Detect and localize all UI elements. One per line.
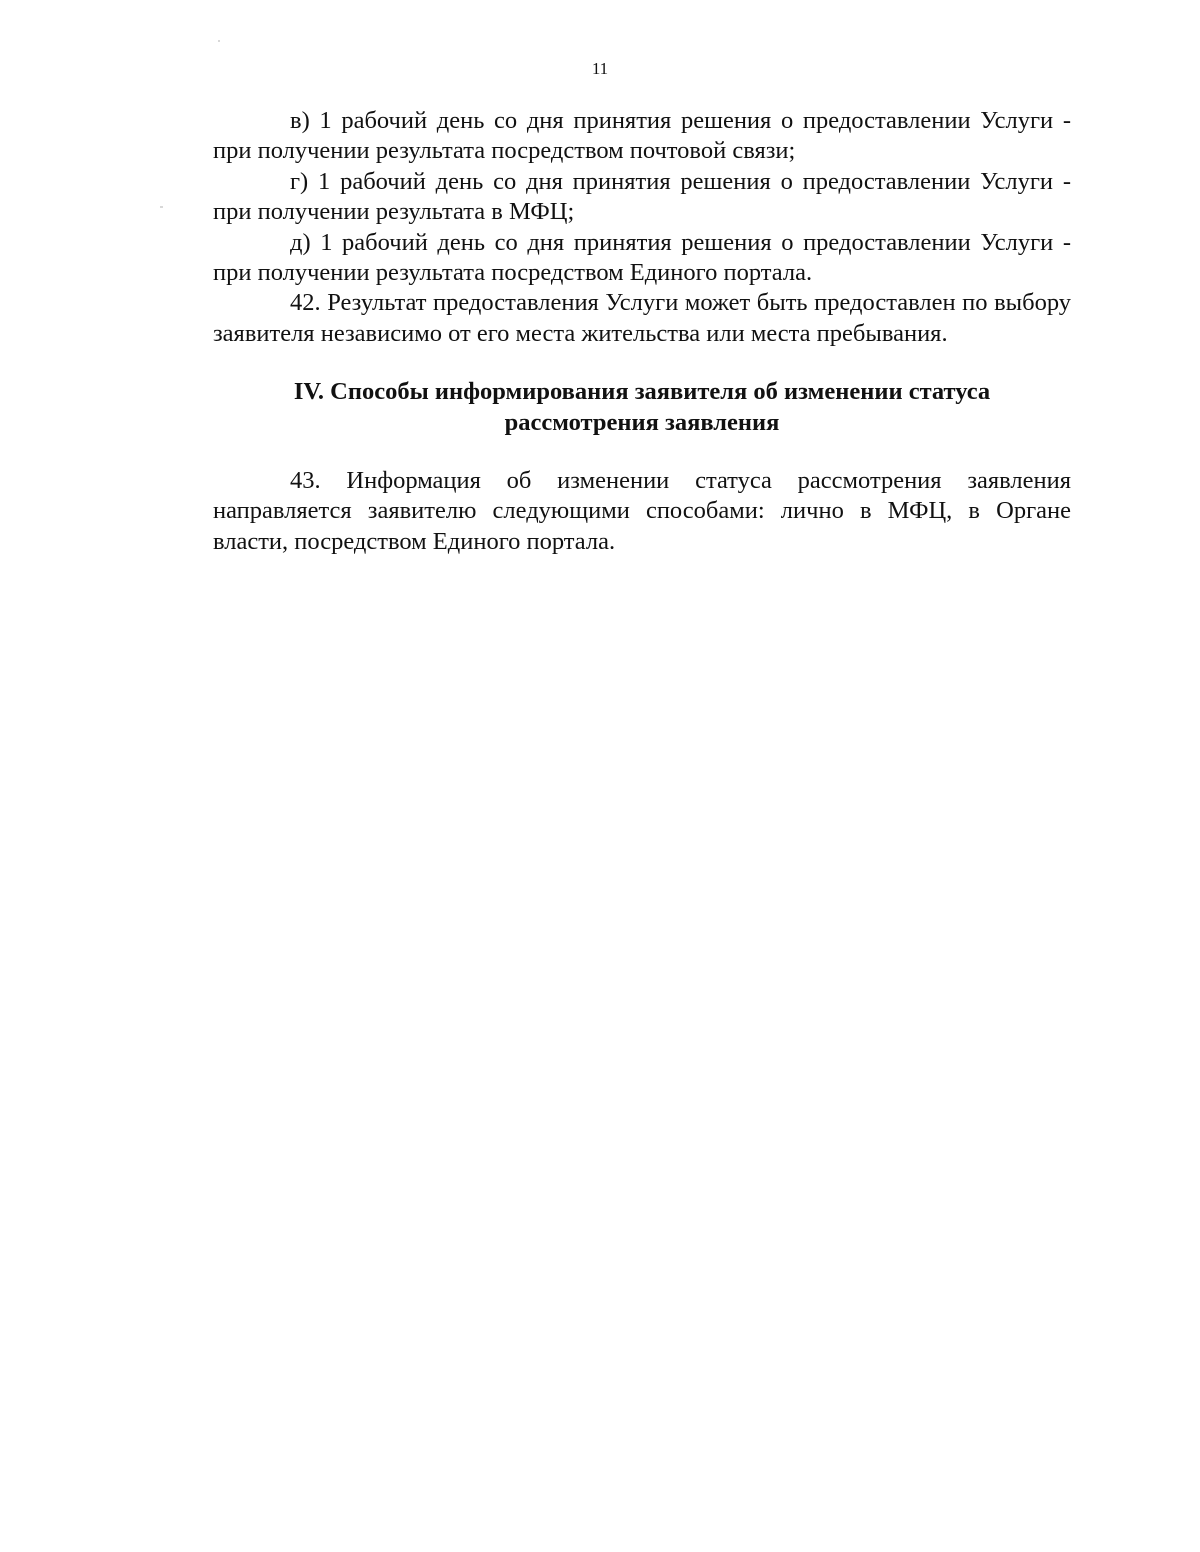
- paragraph-42: 42. Результат предоставления Услуги может быть предоставлен по выбору заявителя независимо от его места жительства или места пребывания.: [213, 289, 1071, 347]
- section-heading: IV. Способы информирования заявителя об изменении статуса рассмотрения заявления: [293, 378, 991, 436]
- document-body: [213, 106, 1071, 557]
- scan-mark-left: [160, 206, 163, 208]
- scan-mark-top-left: [218, 40, 220, 42]
- paragraph-item-v: в) 1 рабочий день со дня принятия решения о предоставлении Услуги - при получении результата посредством почтовой связи;: [213, 107, 1071, 165]
- page-number: 11: [591, 59, 609, 78]
- paragraph-43: 43. Информация об изменении статуса рассмотрения заявления направляется заявителю следующими способами: лично в МФЦ, в Органе власти, посредством Единого портала.: [213, 467, 1071, 555]
- paragraph-item-d: д) 1 рабочий день со дня принятия решения о предоставлении Услуги - при получении результата посредством Единого портала.: [213, 228, 1071, 287]
- paragraph-item-g: г) 1 рабочий день со дня принятия решения о предоставлении Услуги - при получении результата в МФЦ;: [213, 167, 1071, 226]
